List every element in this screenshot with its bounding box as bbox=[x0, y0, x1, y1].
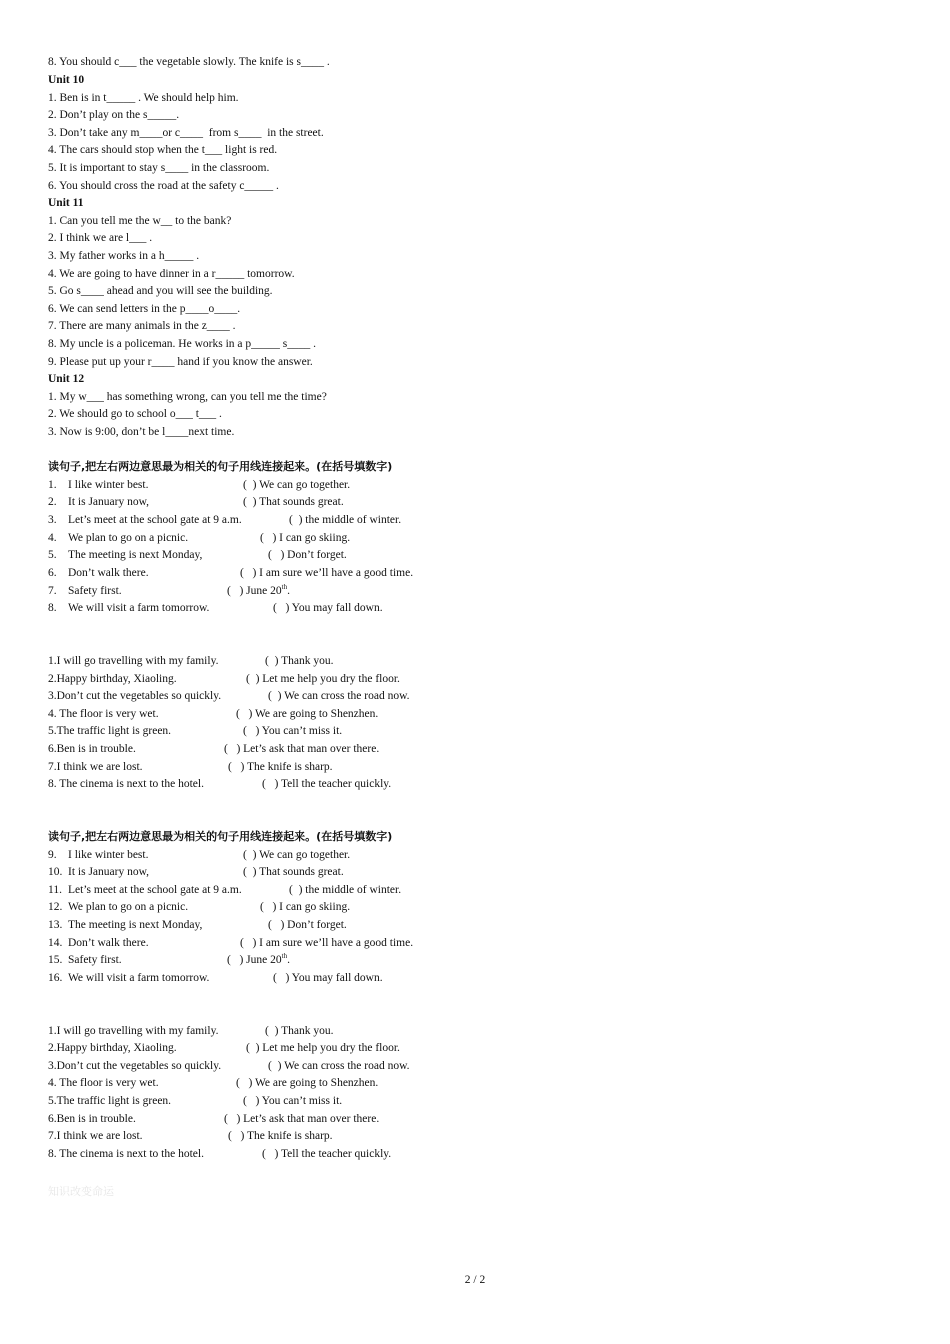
page-number: 2 / 2 bbox=[464, 1274, 486, 1286]
pair-right: ( ) We can cross the road now. bbox=[268, 690, 410, 702]
pair-right: ( ) Thank you. bbox=[265, 655, 334, 667]
pair-right: ( ) Let’s ask that man over there. bbox=[224, 1113, 380, 1125]
match-right: ( ) June 20th. bbox=[227, 583, 290, 597]
match-right: ( ) the middle of winter. bbox=[289, 884, 402, 896]
match-number: 8. bbox=[48, 602, 57, 614]
match-right: ( ) That sounds great. bbox=[243, 496, 344, 508]
unit10-line: 3. Don’t take any m____or c____ from s____ in the street. bbox=[48, 127, 324, 139]
pair-left: 3.Don’t cut the vegetables so quickly. bbox=[48, 1060, 222, 1072]
match-right: ( ) the middle of winter. bbox=[289, 514, 402, 526]
match-right: ( ) I am sure we’ll have a good time. bbox=[240, 567, 414, 579]
match-left: We plan to go on a picnic. bbox=[68, 532, 189, 544]
section1-heading: 读句子,把左右两边意思最为相关的句子用线连接起来。(在括号填数字) bbox=[48, 460, 393, 473]
match-left: Safety first. bbox=[68, 954, 122, 966]
pair-right: ( ) Tell the teacher quickly. bbox=[262, 1148, 392, 1160]
match-number: 15. bbox=[48, 954, 63, 966]
pair-left: 4. The floor is very wet. bbox=[48, 1077, 159, 1089]
pair-right: ( ) Let me help you dry the floor. bbox=[246, 673, 400, 685]
match-number: 2. bbox=[48, 496, 57, 508]
match-number: 3. bbox=[48, 514, 57, 526]
match-left: We plan to go on a picnic. bbox=[68, 901, 189, 913]
match-left: Let’s meet at the school gate at 9 a.m. bbox=[68, 514, 242, 526]
match-number: 7. bbox=[48, 585, 57, 597]
match-left: It is January now, bbox=[68, 866, 150, 878]
unit12-line: 1. My w___ has something wrong, can you tell me the time? bbox=[48, 391, 327, 403]
match-number: 14. bbox=[48, 937, 63, 949]
match-number: 1. bbox=[48, 479, 57, 491]
match-right: ( ) We can go together. bbox=[243, 479, 351, 491]
match-number: 12. bbox=[48, 901, 63, 913]
unit11-line: 3. My father works in a h_____ . bbox=[48, 250, 200, 262]
match-left: Let’s meet at the school gate at 9 a.m. bbox=[68, 884, 242, 896]
unit12-line: 3. Now is 9:00, don’t be l____next time. bbox=[48, 426, 235, 438]
match-left: Safety first. bbox=[68, 585, 122, 597]
pair-right: ( ) The knife is sharp. bbox=[228, 1130, 333, 1142]
unit11-line: 5. Go s____ ahead and you will see the building. bbox=[48, 285, 273, 297]
unit11-title: Unit 11 bbox=[48, 197, 84, 209]
pair-right: ( ) We are going to Shenzhen. bbox=[236, 1077, 379, 1089]
unit12-title: Unit 12 bbox=[48, 373, 85, 385]
match-right: ( ) Don’t forget. bbox=[268, 919, 347, 931]
pair-left: 2.Happy birthday, Xiaoling. bbox=[48, 1042, 177, 1054]
unit11-line: 8. My uncle is a policeman. He works in a p_____ s____ . bbox=[48, 338, 316, 350]
match-left: The meeting is next Monday, bbox=[68, 919, 203, 931]
match-right: ( ) You may fall down. bbox=[273, 972, 383, 984]
match-left: I like winter best. bbox=[68, 849, 149, 861]
match-right: ( ) You may fall down. bbox=[273, 602, 383, 614]
match-left: I like winter best. bbox=[68, 479, 149, 491]
match-left: It is January now, bbox=[68, 496, 150, 508]
unit11-line: 7. There are many animals in the z____ . bbox=[48, 320, 236, 332]
section2-heading: 读句子,把左右两边意思最为相关的句子用线连接起来。(在括号填数字) bbox=[48, 830, 393, 843]
match-right: ( ) I am sure we’ll have a good time. bbox=[240, 937, 414, 949]
pair-right: ( ) You can’t miss it. bbox=[243, 1095, 343, 1107]
pair-right: ( ) Let’s ask that man over there. bbox=[224, 743, 380, 755]
match-left: We will visit a farm tomorrow. bbox=[68, 972, 210, 984]
unit11-line: 6. We can send letters in the p____o____. bbox=[48, 303, 241, 315]
match-number: 16. bbox=[48, 972, 63, 984]
match-right: ( ) That sounds great. bbox=[243, 866, 344, 878]
pair-left: 1.I will go travelling with my family. bbox=[48, 1025, 219, 1037]
unit10-title: Unit 10 bbox=[48, 74, 85, 86]
pair-right: ( ) We are going to Shenzhen. bbox=[236, 708, 379, 720]
pair-left: 3.Don’t cut the vegetables so quickly. bbox=[48, 690, 222, 702]
match-left: Don’t walk there. bbox=[68, 937, 149, 949]
match-left: Don’t walk there. bbox=[68, 567, 149, 579]
pair-left: 7.I think we are lost. bbox=[48, 1130, 143, 1142]
pair-left: 6.Ben is in trouble. bbox=[48, 743, 136, 755]
match-number: 5. bbox=[48, 549, 57, 561]
pair-left: 2.Happy birthday, Xiaoling. bbox=[48, 673, 177, 685]
unit10-line: 1. Ben is in t_____ . We should help him. bbox=[48, 92, 239, 104]
pair-left: 7.I think we are lost. bbox=[48, 761, 143, 773]
pair-left: 4. The floor is very wet. bbox=[48, 708, 159, 720]
pair-left: 5.The traffic light is green. bbox=[48, 1095, 172, 1107]
pair-left: 5.The traffic light is green. bbox=[48, 725, 172, 737]
pair-left: 6.Ben is in trouble. bbox=[48, 1113, 136, 1125]
pair-right: ( ) You can’t miss it. bbox=[243, 725, 343, 737]
unit11-line: 2. I think we are l___ . bbox=[48, 232, 153, 244]
pair-left: 8. The cinema is next to the hotel. bbox=[48, 1148, 204, 1160]
pair-right: ( ) The knife is sharp. bbox=[228, 761, 333, 773]
unit11-line: 9. Please put up your r____ hand if you know the answer. bbox=[48, 356, 313, 368]
match-right: ( ) June 20th. bbox=[227, 952, 290, 966]
match-left: The meeting is next Monday, bbox=[68, 549, 203, 561]
unit10-line: 5. It is important to stay s____ in the classroom. bbox=[48, 162, 270, 174]
match-number: 6. bbox=[48, 567, 57, 579]
unit10-line: 2. Don’t play on the s_____. bbox=[48, 109, 180, 121]
unit11-line: 1. Can you tell me the w__ to the bank? bbox=[48, 215, 232, 227]
pair-right: ( ) Let me help you dry the floor. bbox=[246, 1042, 400, 1054]
match-number: 4. bbox=[48, 532, 57, 544]
unit9-line-8: 8. You should c___ the vegetable slowly. The knife is s____ . bbox=[48, 56, 330, 68]
match-number: 10. bbox=[48, 866, 63, 878]
unit10-line: 4. The cars should stop when the t___ light is red. bbox=[48, 144, 278, 156]
match-number: 13. bbox=[48, 919, 63, 931]
pair-right: ( ) We can cross the road now. bbox=[268, 1060, 410, 1072]
match-right: ( ) We can go together. bbox=[243, 849, 351, 861]
match-number: 11. bbox=[48, 884, 62, 896]
match-right: ( ) Don’t forget. bbox=[268, 549, 347, 561]
match-left: We will visit a farm tomorrow. bbox=[68, 602, 210, 614]
match-right: ( ) I can go skiing. bbox=[260, 532, 351, 544]
unit12-line: 2. We should go to school o___ t___ . bbox=[48, 408, 222, 420]
unit11-line: 4. We are going to have dinner in a r_____ tomorrow. bbox=[48, 268, 295, 280]
pair-right: ( ) Tell the teacher quickly. bbox=[262, 778, 392, 790]
match-right: ( ) I can go skiing. bbox=[260, 901, 351, 913]
pair-left: 1.I will go travelling with my family. bbox=[48, 655, 219, 667]
unit10-line: 6. You should cross the road at the safety c_____ . bbox=[48, 180, 279, 192]
pair-right: ( ) Thank you. bbox=[265, 1025, 334, 1037]
pair-left: 8. The cinema is next to the hotel. bbox=[48, 778, 204, 790]
watermark: 知识改变命运 bbox=[48, 1185, 114, 1198]
match-number: 9. bbox=[48, 849, 57, 861]
